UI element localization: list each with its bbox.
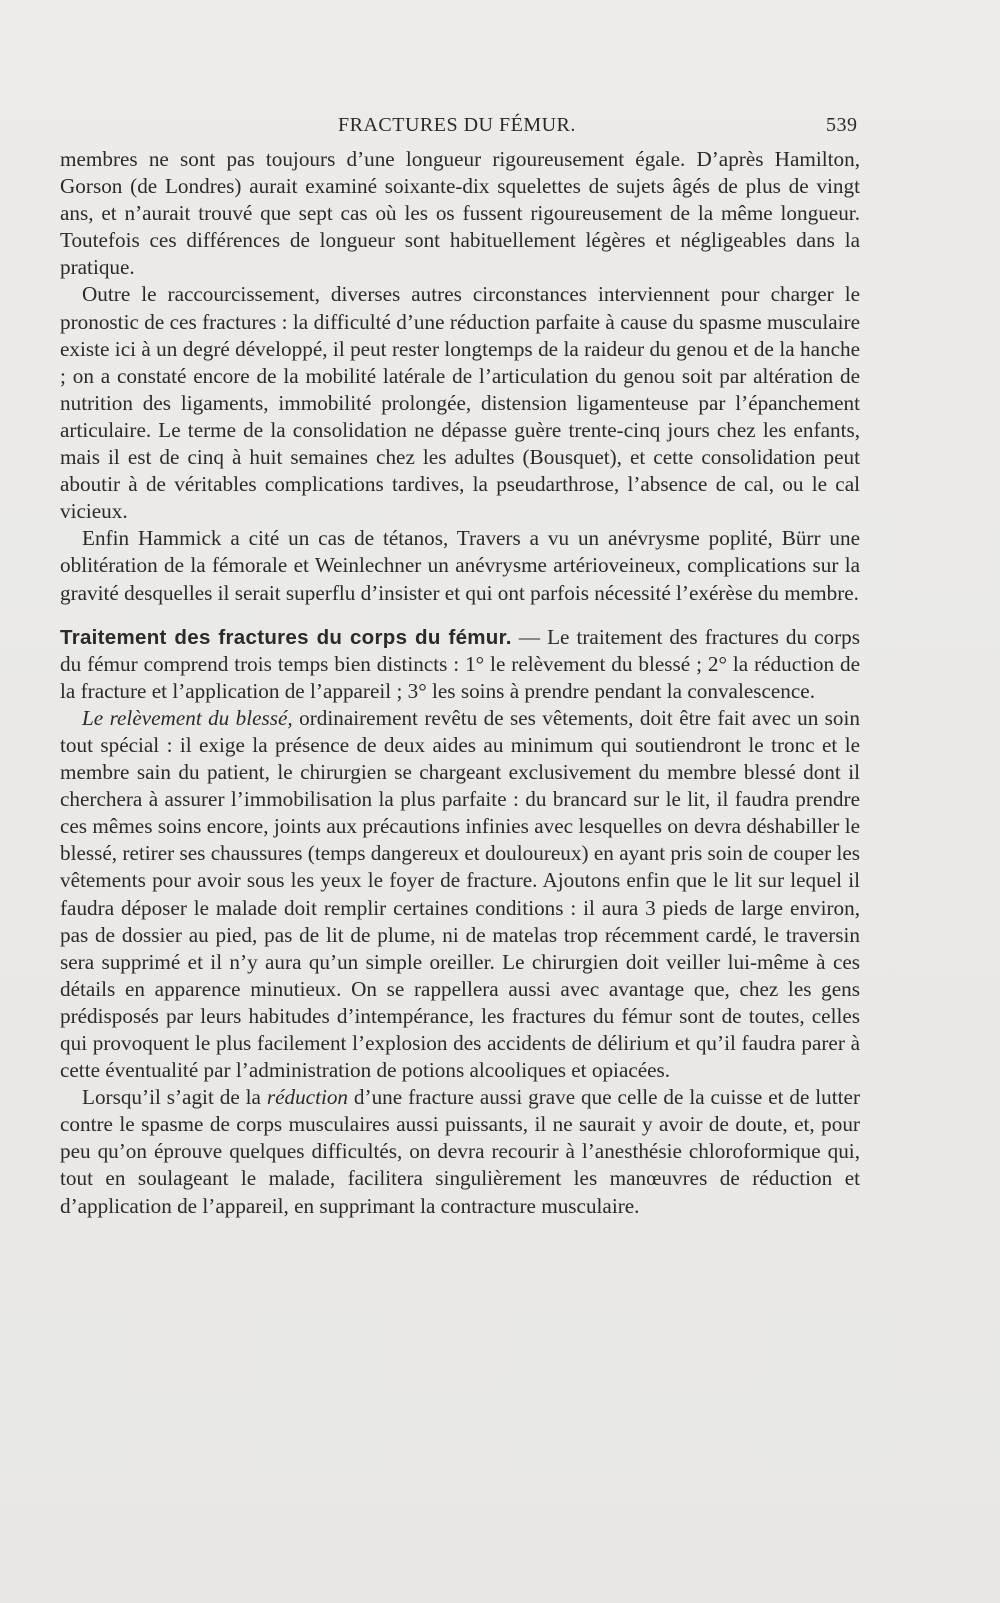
relevement-text: ordinairement revêtu de ses vêtements, doit être fait avec un soin tout spécial : il exige la présence de deux aides au minimum qui soutiendront le tronc et le membre sain du patient, le chirurgien se chargeant exclusivement du membre blessé dont il cherchera à assurer l’immobilisation la plus parfaite : du brancard sur le lit, il faudra prendre ces mêmes soins encore, joints aux précautions infinies avec lesquelles on devra déshabiller le blessé, retirer ses chaussures (temps dangereux et douloureux) en ayant pris soin de couper les vêtements pour avoir sous les yeux le foyer de fracture. Ajoutons enfin que le lit sur lequel il faudra déposer le malade doit remplir certaines conditions : il aura 3 pieds de large environ, pas de dossier au pied, pas de lit de plume, ni de matelas trop récemment cardé, le traversin sera supprimé et il n’y aura qu’un simple oreiller. Le chirurgien doit veiller lui-même à ces détails en apparence minutieux. On se rappellera aussi avec avantage que, chez les gens prédisposés par leurs habitudes d’intempérance, les fractures du fémur sont de toutes, celles qui provoquent le plus facilement l’explosion des accidents de délirium et qu’il faudra parer à cette éventualité par l’administration de potions alcooliques et opiacées. <box>60 705 860 1083</box>
running-title: FRACTURES DU FÉMUR. <box>338 114 576 136</box>
section-gap <box>60 607 860 624</box>
paragraph-relevement <box>60 705 860 1084</box>
body-text <box>60 146 860 1220</box>
section-heading: Traitement des fractures du corps du fémur. <box>60 625 512 649</box>
page-number: 539 <box>826 114 858 136</box>
paragraph-pronostic: Outre le raccourcissement, diverses autres circonstances interviennent pour charger le pronostic de ces fractures : la difficulté d’une réduction parfaite à cause du spasme musculaire existe ici à un degré développé, il peut rester longtemps de la raideur du genou et de la hanche ; on a constaté encore de la mobilité latérale de l’articulation du genou soit par altération de nutrition des ligaments, immobilité prolongée, distension ligamenteuse par l’épanchement articulaire. Le terme de la consolidation ne dépasse guère trente-cinq jours chez les enfants, mais il est de cinq à huit semaines chez les adultes (Bousquet), et cette consolidation peut aboutir à de véritables complications tardives, la pseudarthrose, l’absence de cal, ou le cal vicieux. <box>60 282 860 524</box>
reduction-italic: réduction <box>266 1085 349 1110</box>
reduction-before: Lorsqu’il s’agit de la <box>82 1085 267 1110</box>
reduction-after: d’une fracture aussi grave que celle de la cuisse et de lutter contre le spasme de corps musculaires aussi puissants, il ne saurait y avoir de doute, et, pour peu qu’on éprouve quelques difficultés, on devra recourir à l’anesthésie chloroformique qui, tout en soulageant le malade, facilitera singulièrement les manœuvres de réduction et d’application de l’appareil, en supprimant la contracture musculaire. <box>60 1085 861 1218</box>
section-intro: — Le traitement des fractures du corps du fémur comprend trois temps bien distincts : 1° le relèvement du blessé ; 2° la réduction de la fracture et l’application de l’appareil ; 3° les soins à prendre pendant la convalescence. <box>60 624 860 703</box>
paragraph-complications: Enfin Hammick a cité un cas de tétanos, Travers a vu un anévrysme poplité, Bürr une oblitération de la fémorale et Weinlechner un anévrysme artérioveineux, complications sur la gravité desquelles il serait superflu d’insister et qui ont parfois nécessité l’exérèse du membre. <box>60 526 860 605</box>
page-header <box>0 114 1000 142</box>
relevement-lead: Le relèvement du blessé, <box>82 705 293 730</box>
paragraph-longueur: membres ne sont pas toujours d’une longueur rigoureusement égale. D’après Hamilton, Gorson (de Londres) aurait examiné soixante-dix squelettes de sujets âgés de plus de vingt ans, et n’aurait trouvé que sept cas où les os fussent rigoureusement de la même longueur. Toutefois ces différences de longueur sont habituellement légères et négligeables dans la pratique. <box>60 147 860 280</box>
paragraph-traitement <box>60 624 860 705</box>
paragraph-reduction <box>60 1084 860 1219</box>
